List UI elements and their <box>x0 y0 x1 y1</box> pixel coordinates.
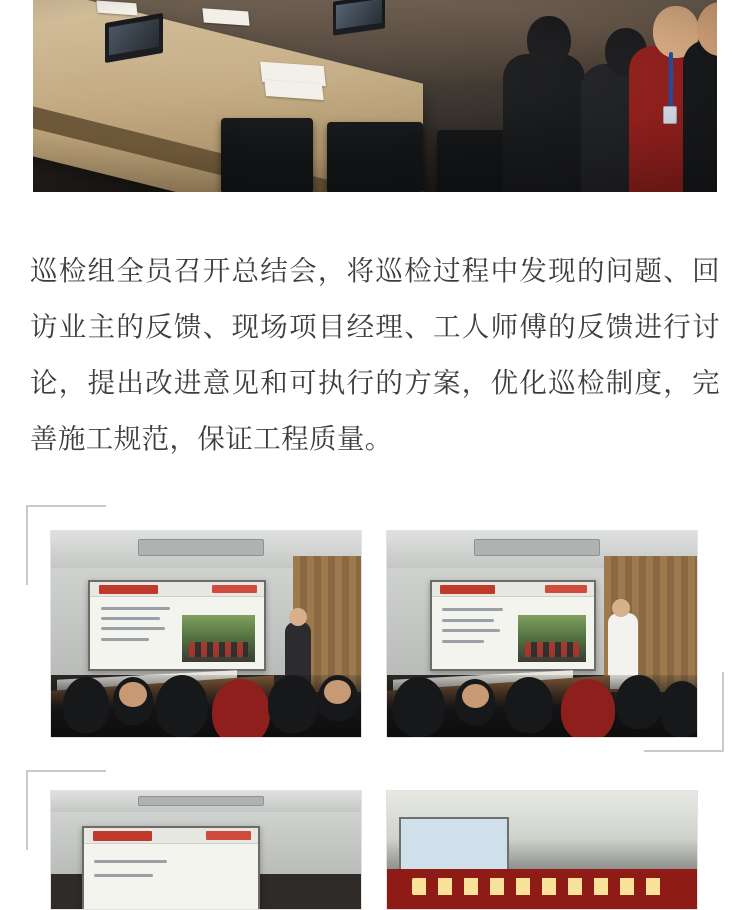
gallery-row-2 <box>50 790 698 910</box>
slide-text-line <box>101 627 165 630</box>
hero-scene <box>33 0 717 192</box>
slide-text-line <box>442 640 484 643</box>
slide-logo <box>206 831 251 839</box>
slide-photo <box>182 615 255 662</box>
audience-head <box>505 677 553 733</box>
audience-head <box>268 675 318 733</box>
slide-title-block <box>93 831 152 840</box>
projection-screen <box>430 580 595 671</box>
air-conditioner <box>138 539 264 555</box>
slide-text-line <box>442 629 500 632</box>
audience-head <box>660 681 698 737</box>
audience-head <box>455 679 495 725</box>
hero-vignette <box>33 0 717 192</box>
presenter-head <box>612 599 630 617</box>
slide-text-line <box>442 619 494 622</box>
slide-text-line <box>442 608 503 611</box>
audience-head-red <box>561 679 615 738</box>
audience-head-red <box>212 679 270 738</box>
slide-text-line <box>101 607 170 610</box>
audience-head <box>156 675 208 737</box>
slide-text-line <box>101 617 160 620</box>
gallery-row-1 <box>50 530 698 738</box>
slide-text-line <box>94 860 167 863</box>
gallery-photo-training-1[interactable] <box>50 530 362 738</box>
slide-title-block <box>99 585 158 594</box>
gallery-photo-banner-4[interactable] <box>386 790 698 910</box>
slide-logo <box>212 585 257 593</box>
audience-head <box>113 677 153 725</box>
slide-text-line <box>94 874 153 877</box>
audience-head <box>616 675 662 729</box>
presenter-head <box>289 608 307 626</box>
air-conditioner <box>138 796 264 806</box>
slide-logo <box>545 585 587 593</box>
slide-photo <box>518 615 586 662</box>
projection-screen <box>88 580 266 671</box>
gallery-photo-training-3[interactable] <box>50 790 362 910</box>
audience-head <box>318 675 358 721</box>
gallery-photo-training-2[interactable] <box>386 530 698 738</box>
audience-head <box>63 677 109 733</box>
banner-text <box>412 878 672 895</box>
audience-head <box>393 677 445 737</box>
slide-text-line <box>101 638 150 641</box>
air-conditioner <box>474 539 600 555</box>
article-paragraph: 巡检组全员召开总结会，将巡检过程中发现的问题、回访业主的反馈、现场项目经理、工人师傅的反馈进行讨论，提出改进意见和可执行的方案，优化巡检制度，完善施工规范，保证工程质量。 <box>30 254 720 455</box>
projection-screen <box>82 826 260 910</box>
slide-title-block <box>440 585 495 594</box>
hero-image-conference-room <box>33 0 717 192</box>
red-banner <box>387 869 697 910</box>
